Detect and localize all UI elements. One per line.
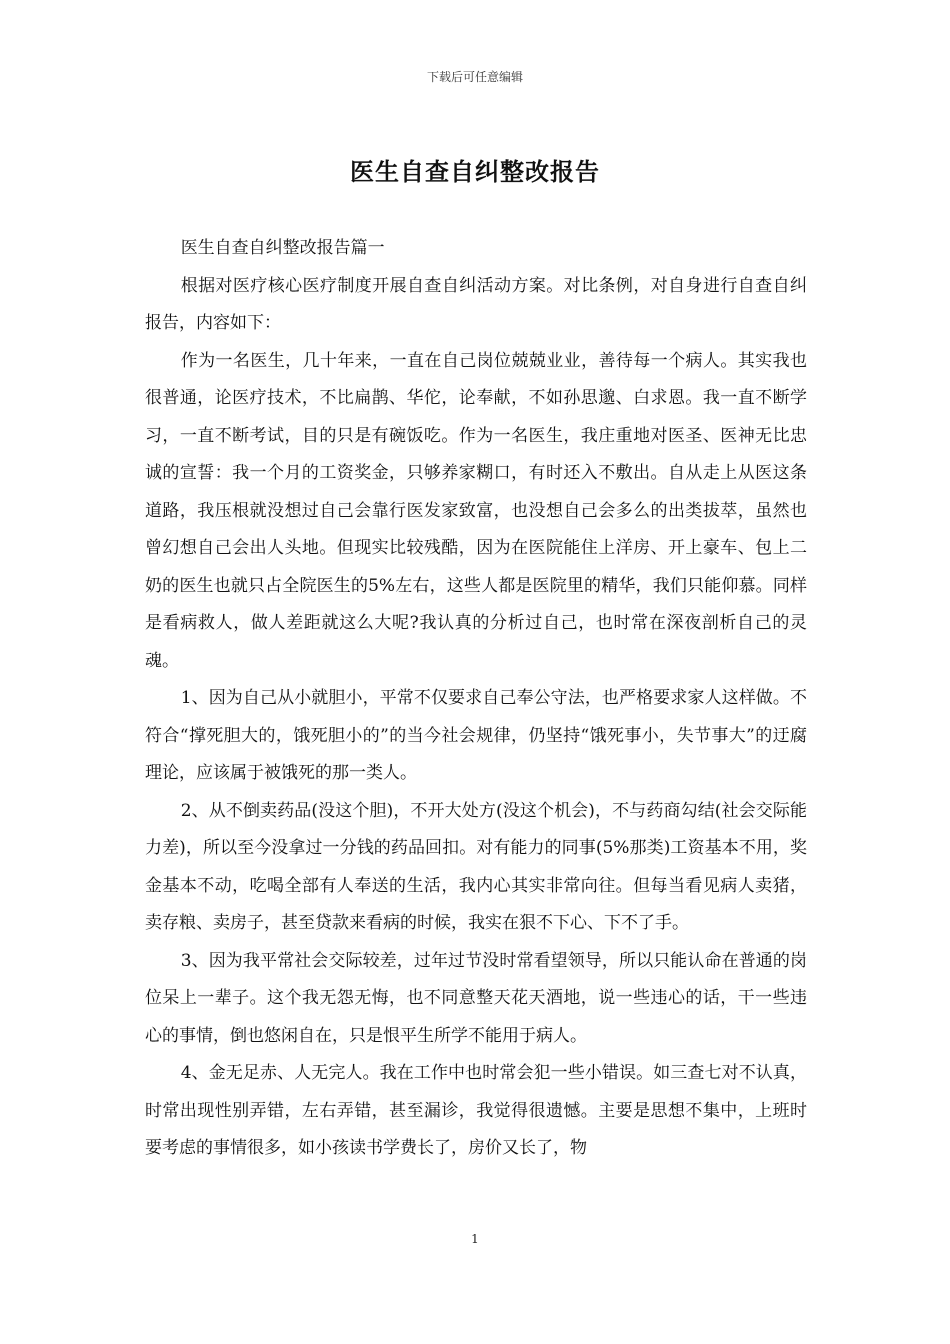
page-number: 1 [471, 1232, 479, 1246]
paragraph: 4、金无足赤、人无完人。我在工作中也时常会犯一些小错误。如三查七对不认真，时常出现性别弄错，左右弄错，甚至漏诊，我觉得很遗憾。主要是思想不集中，上班时要考虑的事情很多，如小孩读书学费长了，房价又长了，物 [145, 1063, 807, 1158]
paragraph: 2、从不倒卖药品(没这个胆)，不开大处方(没这个机会)，不与药商勾结(社会交际能力差)，所以至今没拿过一分钱的药品回扣。对有能力的同事(5%那类)工资基本不用，奖金基本不动，吃喝全部有人奉送的生活，我内心其实非常向往。但每当看见病人卖猪，卖存粮、卖房子，甚至贷款来看病的时候，我实在狠不下心、下不了手。 [145, 800, 807, 933]
paragraph: 1、因为自己从小就胆小，平常不仅要求自己奉公守法，也严格要求家人这样做。不符合“撑死胆大的，饿死胆小的”的当今社会规律，仍坚持“饿死事小，失节事大”的迂腐理论，应该属于被饿死的那一类人。 [145, 688, 807, 783]
document-title: 医生自查自纠整改报告 [350, 157, 600, 186]
paragraph-subtitle: 医生自查自纠整改报告篇一 [180, 238, 385, 258]
paragraph: 根据对医疗核心医疗制度开展自查自纠活动方案。对比条例，对自身进行自查自纠报告，内容如下： [145, 275, 807, 333]
header-note: 下载后可任意编辑 [426, 70, 523, 84]
document-body [145, 230, 807, 1168]
paragraph: 作为一名医生，几十年来，一直在自己岗位兢兢业业，善待每一个病人。其实我也很普通，论医疗技术，不比扁鹊、华佗，论奉献，不如孙思邈、白求恩。我一直不断学习，一直不断考试，目的只是有碗饭吃。作为一名医生，我庄重地对医圣、医神无比忠诚的宣誓：我一个月的工资奖金，只够养家糊口，有时还入不敷出。自从走上从医这条道路，我压根就没想过自己会靠行医发家致富，也没想自己会多么的出类拔萃，虽然也曾幻想自己会出人头地。但现实比较残酷，因为在医院能住上洋房、开上豪车、包上二奶的医生也就只占全院医生的5%左右，这些人都是医院里的精华，我们只能仰慕。同样是看病救人，做人差距就这么大呢?我认真的分析过自己，也时常在深夜剖析自己的灵魂。 [145, 350, 807, 671]
paragraph: 3、因为我平常社会交际较差，过年过节没时常看望领导，所以只能认命在普通的岗位呆上一辈子。这个我无怨无悔，也不同意整天花天酒地，说一些违心的话，干一些违心的事情，倒也悠闲自在，只是恨平生所学不能用于病人。 [145, 950, 807, 1046]
